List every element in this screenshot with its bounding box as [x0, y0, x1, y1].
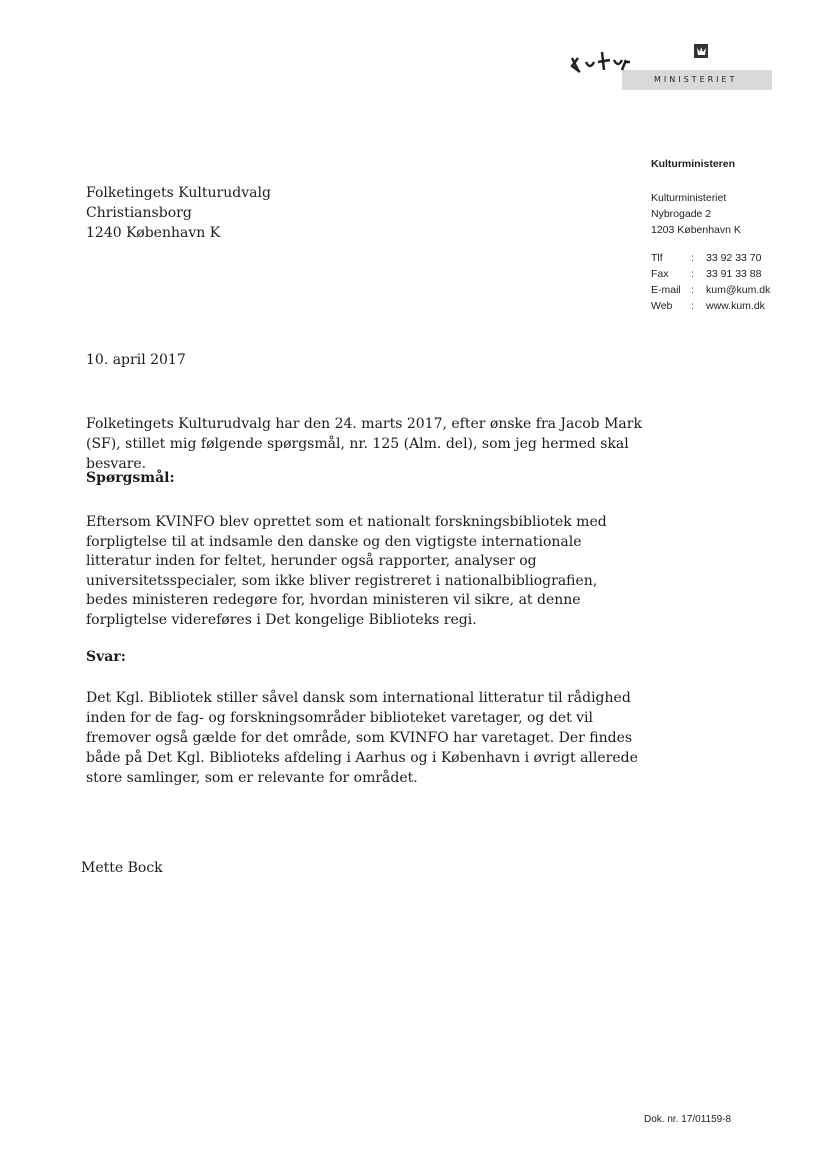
question-text: Eftersom KVINFO blev oprettet som et nationalt forskningsbibliotek med forpligtelse til at indsamle den danske og den vigtigste internationale litteratur inden for feltet, herunder også rapporter, analyser og universitetsspecialer, som ikke bliver registreret i nationalbibliografien, bedes ministeren redegøre for, hvordan ministeren vil sikre, at denne forpligtelse videreføres i Det kongelige Biblioteks regi.	[86, 514, 607, 628]
contact-label: Tlf	[651, 252, 663, 264]
signature-name: Mette Bock	[81, 860, 163, 876]
contact-label: Fax	[651, 268, 669, 280]
intro-paragraph: Folketingets Kulturudvalg har den 24. marts 2017, efter ønske fra Jacob Mark (SF), stillet mig følgende spørgsmål, nr. 125 (Alm. del), som jeg hermed skal besvare.	[86, 416, 642, 472]
contact-colon: :	[691, 300, 694, 312]
ministry-logo	[566, 36, 774, 92]
question-heading: Spørgsmål:	[86, 470, 175, 486]
answer-heading: Svar:	[86, 649, 126, 665]
logo-subtitle: MINISTERIET	[654, 75, 738, 84]
answer-text: Det Kgl. Bibliotek stiller såvel dansk som international litteratur til rådighed inden for de fag- og forskningsområder biblioteket varetager, og det vil fremover også gælde for det område, som KVINFO har varetaget. Der findes både på Det Kgl. Biblioteks afdeling i Aarhus og i København i øvrigt allerede store samlinger, som er relevante for området.	[86, 690, 638, 786]
kultur-wordmark-logo	[566, 36, 774, 76]
recipient-line: Folketingets Kulturudvalg	[86, 185, 271, 201]
sender-name: Kulturministeriet	[651, 192, 727, 204]
sender-street: Nybrogade 2	[651, 208, 712, 220]
contact-list	[651, 250, 801, 314]
sender-city: 1203 København K	[651, 224, 741, 236]
contact-label: Web	[651, 300, 673, 312]
contact-row-phone	[651, 250, 801, 266]
sender-sidebar	[651, 158, 801, 314]
document-number: Dok. nr. 17/01159-8	[644, 1114, 732, 1125]
contact-value: 33 92 33 70	[706, 252, 762, 264]
letter-date: 10. april 2017	[86, 352, 186, 368]
recipient-line: 1240 København K	[86, 225, 221, 241]
recipient-line: Christiansborg	[86, 205, 192, 221]
contact-value: 33 91 33 88	[706, 268, 762, 280]
contact-colon: :	[691, 268, 694, 280]
contact-value: kum@kum.dk	[706, 284, 771, 296]
contact-row-web	[651, 298, 801, 314]
contact-label: E-mail	[651, 284, 681, 296]
contact-colon: :	[691, 252, 694, 264]
ministry-label: Kulturministeren	[651, 158, 736, 170]
contact-value: www.kum.dk	[706, 300, 765, 312]
contact-colon: :	[691, 284, 694, 296]
recipient-address	[86, 183, 271, 243]
contact-row-fax	[651, 266, 801, 282]
contact-row-email	[651, 282, 801, 298]
